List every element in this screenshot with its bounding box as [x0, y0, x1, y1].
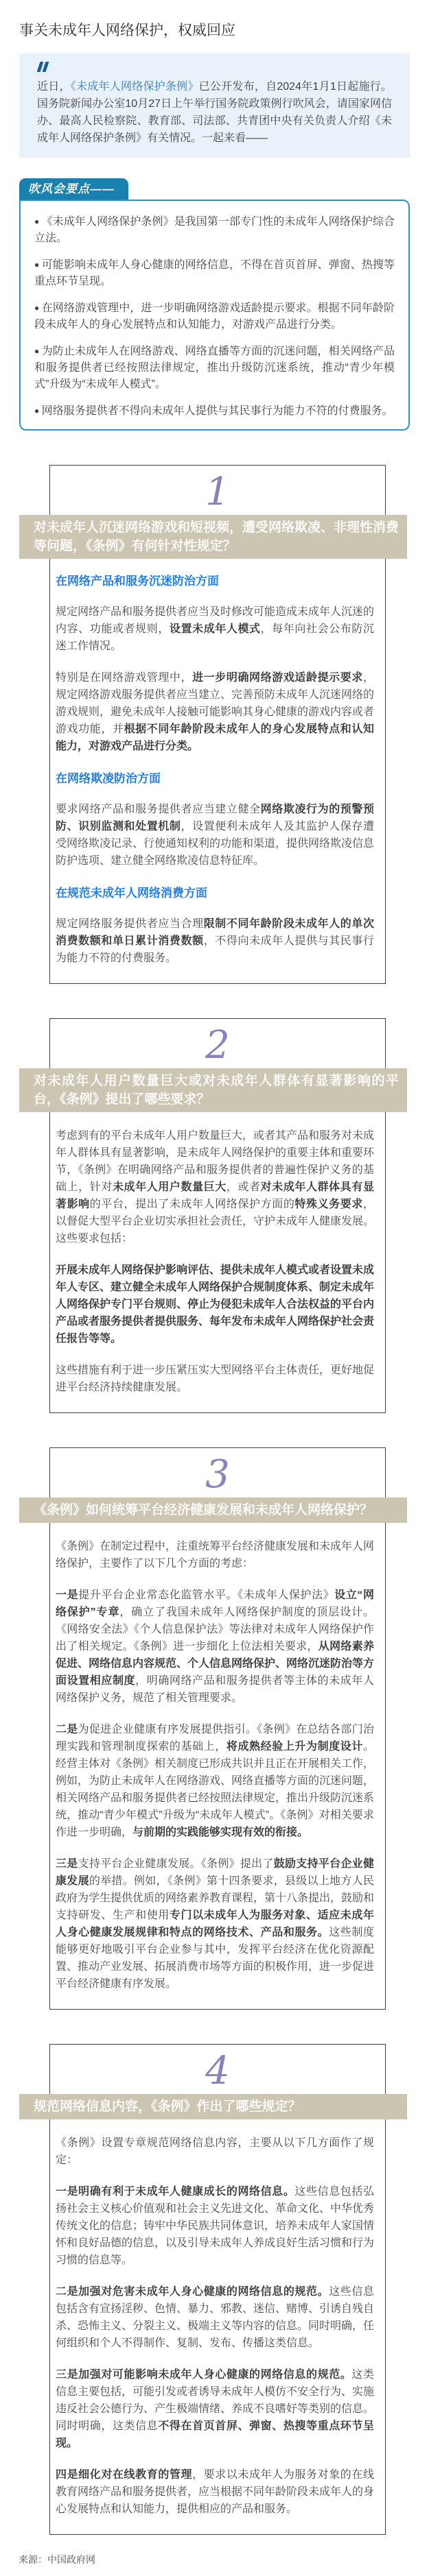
bold-run: 三是	[56, 1858, 78, 1870]
text-run: 要求网络产品和服务提供者应当建立健全	[56, 804, 261, 815]
answer-paragraph	[56, 1538, 374, 1572]
bold-run: 将成熟经验上升为制度设计	[226, 1741, 363, 1753]
page-title: 事关未成年人网络保护，权威回应	[19, 23, 235, 38]
text-run: 为促进企业健康有序发展提供指引。《条例》在总结各部门治理实践和管理制度探索的基础上，	[56, 1724, 374, 1753]
answer-paragraph	[56, 915, 374, 967]
text-run: 。经营主体对《条例》相关制度已形成共识并且正在开展相关工作，例如，为防止未成年人在网络游戏、网络直播等方面的沉迷问题，相关网络产品和服务提供者已经按照法律规定，推出升级防沉迷系统，推动“青少年模式”升级为“未成年人模式”。《条例》对相关要求作进一步明确，	[56, 1741, 375, 1838]
intro-paragraph	[37, 78, 392, 147]
text-run: ，不得向未成年人提供与其民事行为能力不符的付费服务。	[56, 935, 374, 964]
text-run: ，每年向社会公布防沉迷工作情况。	[56, 623, 374, 652]
text-run: 这些措施有利于进一步压紧压实大型网络平台主体责任，更好地促进平台经济持续健康发展。	[56, 1364, 375, 1393]
intro-text-pre: 近日，	[37, 81, 71, 93]
text-run: 支持平台企业健康发展。《条例》提出了	[78, 1858, 274, 1870]
answer-subheading: 在网络产品和服务沉迷防治方面	[56, 575, 219, 588]
answer-paragraph	[56, 669, 374, 755]
section-number: 3	[205, 1452, 230, 1497]
regulation-link[interactable]: 《未成年人网络保护条例》	[70, 81, 199, 93]
section-number: 4	[205, 2049, 230, 2093]
bold-run: 四是细化对在线教育的管理	[56, 2469, 193, 2481]
bold-run: 对未成年人群体具有显著影响	[56, 1181, 374, 1210]
intro-text-post: 已公开发布，自2024年1月1日起施行。国务院新闻办公室10月27日上午举行国务院政策例行吹风会，请国家网信办、最高人民检察院、教育部、司法部、共青团中央有关负责人介绍《未成年人网络保护条例》有关情况。一起来看——	[37, 81, 392, 144]
answer-paragraph	[56, 2283, 374, 2352]
text-run: 考虑到有的平台未成年人用户数量巨大，或者其产品和服务对未成年人群体具有显著影响，是未成年人网络保护的重要主体和重要环节，《条例》在明确网络产品和服务提供者的普遍性保护义务的基础上，针对	[56, 1130, 375, 1193]
briefing-bullet: ● 在网络游戏管理中，进一步明确网络游戏适龄提示要求。根据不同年龄阶段未成年人的身心发展特点和认知能力，对游戏产品进行分类。	[34, 300, 395, 333]
bold-run: 限制不同年龄阶段未成年人的单次消费数额和单日累计消费数额	[56, 918, 374, 947]
text-run: 的平台，提出了未成年人网络保护方面的	[89, 1199, 295, 1210]
answer-paragraph	[56, 603, 374, 655]
briefing-bullet: ● 网络服务提供者不得向未成年人提供与其民事行为能力不符的付费服务。	[34, 403, 395, 420]
text-run: ，规定网络游戏服务提供者应当建立、完善预防未成年人沉迷网络的游戏规则，避免未成年人接触可能影响其身心健康的游戏内容或者游戏功能，并	[56, 672, 375, 735]
answer-paragraph	[56, 1262, 374, 1347]
qa-section	[34, 465, 399, 984]
section-question-bar: 规范网络信息内容，《条例》作出了哪些规定？	[19, 2094, 407, 2119]
briefing-bullet: ● 《未成年人网络保护条例》是我国第一部专门性的未成年人网络保护综合立法。	[34, 214, 395, 247]
qa-section	[34, 1018, 399, 1413]
text-run: 这类信息主要包括，可能引发或者诱导未成年人模仿不安全行为、实施违反社会公德行为、产生极端情绪、养成不良嗜好等类别的信息。同时明确，这类信息	[56, 2369, 375, 2432]
bold-run: 网络欺凌行为的预警预防、识别监测和处置机制	[56, 804, 374, 832]
section-number: 2	[205, 1023, 230, 1068]
bold-run: 设置未成年人模式	[169, 623, 261, 635]
source-credit: 来源：中国政府网	[19, 2554, 95, 2565]
bold-run: 不得在首页首屏、弹窗、热搜等重点环节呈现。	[56, 2420, 374, 2449]
bold-run: 未成年人用户数量巨大	[112, 1181, 227, 1193]
bold-run: 根据不同年龄阶段未成年人的身心发展特点和认知能力，对游戏产品进行分类。	[56, 723, 374, 752]
text-run: ，要求以未成年人为服务对象的在线教育网络产品和服务提供者，应当根据不同年龄阶段未成年人的身心发展特点和认知能力，提供相应的产品和服务。	[56, 2469, 375, 2515]
section-question-bar: 《条例》如何统筹平台经济健康发展和未成年人网络保护？	[19, 1497, 407, 1523]
text-run: ，设置便利未成年人及其监护人保存遭受网络欺凌记录、行使通知权利的功能和渠道，提供网络欺凌信息防护选项、建立健全网络欺凌信息特征库。	[56, 821, 375, 867]
bold-run: 开展未成年人网络保护影响评估、提供未成年人模式或者设置未成年人专区、建立健全未成年人网络保护合规制度体系、制定未成年人网络保护专门平台规则、停止为侵犯未成年人合法权益的平台内产品或者服务提供者提供服务、每年发布未成年人网络保护社会责任报告等等。	[56, 1264, 375, 1345]
answer-paragraph	[56, 2366, 374, 2452]
bold-run: 从网络素养促进、网络信息内容规范、个人信息网络保护、网络沉迷防治等方面设置相应制度	[56, 1641, 375, 1687]
text-run: ，以督促大型平台企业切实承担社会责任，守护未成年人健康发展。这些要求包括：	[56, 1199, 375, 1244]
briefing-points-box	[19, 200, 410, 431]
answer-paragraph	[56, 1127, 374, 1247]
bold-run: 一是	[56, 1589, 79, 1601]
article-page	[0, 21, 429, 2576]
answer-paragraph	[56, 2134, 374, 2169]
answer-paragraph	[56, 1855, 374, 1993]
section-question-bar: 对未成年人沉迷网络游戏和短视频，遭受网络欺凌、非理性消费等问题，《条例》有何针对性规定？	[19, 515, 407, 559]
bold-run: 一是明确有利于未成年人健康成长的网络信息。	[56, 2186, 295, 2198]
bold-run: 进一步明确网络游戏适龄提示要求	[192, 672, 363, 684]
section-answer	[50, 1523, 385, 2009]
briefing-bullet: ● 可能影响未成年人身心健康的网络信息，不得在首页首屏、弹窗、热搜等重点环节呈现。	[34, 257, 395, 290]
section-number: 1	[205, 470, 230, 514]
bold-run: 设立“网络保护”专章	[56, 1589, 374, 1618]
section-question-bar: 对未成年人用户数量巨大或对未成年人群体有显著影响的平台，《条例》提出了哪些要求？	[19, 1068, 407, 1112]
sections	[0, 465, 429, 2535]
text-run: 这些信息包括含有宣扬淫秽、色情、暴力、邪教、迷信、赌博、引诱自残自杀、恐怖主义、分裂主义、极端主义等内容的信息。同时明确，任何组织和个人不得制作、复制、发布、传播这类信息。	[56, 2286, 375, 2349]
text-run: 《条例》设置专章规范网络信息内容，主要从以下几方面作了规定：	[56, 2137, 374, 2166]
section-answer	[50, 1112, 385, 1412]
text-run: ，确立了我国未成年人网络保护制度的顶层设计。《网络安全法》《个人信息保护法》等法律对未成年人网络保护作出了相关规定。《条例》进一步细化上位法相关要求，	[56, 1606, 374, 1652]
bold-run: 二是加强对危害未成年人身心健康的网络信息的规范。	[56, 2286, 329, 2298]
text-run: ，明确网络产品和服务提供者等主体的未成年人网络保护义务，规范了相关管理要求。	[56, 1675, 374, 1704]
bold-run: 特殊义务要求	[294, 1199, 363, 1210]
qa-section	[34, 1447, 386, 2010]
bold-run: 二是	[56, 1724, 78, 1735]
section-answer	[50, 2119, 385, 2534]
text-run: 这些制度能够更好地吸引平台企业参与其中，发挥平台经济在优化资源配置、推动产业发展、拓展消费市场等方面的积极作用，进一步促进平台经济健康有序发展。	[56, 1927, 375, 1990]
briefing-list	[34, 214, 395, 420]
bold-run: 与前期的实践能够实现有效的衔接。	[132, 1827, 309, 1838]
text-run: 《条例》在制定过程中，注重统筹平台经济健康发展和未成年人网络保护，主要作了以下几个方面的考虑：	[56, 1541, 375, 1569]
text-run: 规定网络产品和服务提供者应当及时修改可能造成未成年人沉迷的内容、功能或者规则，	[56, 606, 375, 635]
text-run: 特别是在网络游戏管理中，	[56, 672, 193, 684]
briefing-bullet: ● 为防止未成年人在网络游戏、网络直播等方面的沉迷问题，相关网络产品和服务提供者已经按照法律规定，推出升级防沉迷系统，推动“青少年模式”升级为“未成年人模式”。	[34, 344, 395, 393]
qa-section	[34, 2044, 386, 2535]
intro-quote-box	[19, 53, 410, 158]
text-run: 提升平台企业常态化监管水平。《未成年人保护法》	[78, 1589, 335, 1601]
answer-paragraph	[56, 1587, 374, 1707]
section-answer	[50, 559, 385, 983]
answer-paragraph	[56, 2183, 374, 2269]
answer-paragraph	[56, 2466, 374, 2518]
briefing-tab-label: 吹风会要点——	[19, 178, 128, 200]
answer-paragraph	[56, 801, 374, 869]
answer-paragraph	[56, 1721, 374, 1841]
answer-subheading: 在网络欺凌防治方面	[56, 772, 161, 785]
text-run: 的举措。例如，《条例》第十四条要求，县级以上地方人民政府为学生提供优质的网络素养教育课程，第十八条提出，鼓励和支持研发、生产和使用	[56, 1875, 375, 1921]
answer-paragraph	[56, 1362, 374, 1396]
bold-run: 三是加强对可能影响未成年人身心健康的网络信息的规范。	[56, 2369, 352, 2381]
text-run: 这些信息包括弘扬社会主义核心价值观和社会主义先进文化、革命文化、中华优秀传统文化的信息；铸牢中华民族共同体意识，培养未成年人家国情怀和良好品德的信息，以及引导未成年人养成良好生活习惯和行为习惯的信息等。	[56, 2186, 375, 2266]
text-run: 规定网络服务提供者应当合理	[56, 918, 204, 930]
quote-icon	[38, 62, 49, 74]
bold-run: 专门以未成年人为服务对象、适应未成年人身心健康发展规律和特点的网络技术、产品和服务。	[56, 1910, 374, 1938]
text-run: ，或者	[226, 1181, 261, 1193]
bold-run: 鼓励支持平台企业健康发展	[56, 1858, 374, 1887]
answer-subheading: 在规范未成年人网络消费方面	[56, 887, 207, 900]
